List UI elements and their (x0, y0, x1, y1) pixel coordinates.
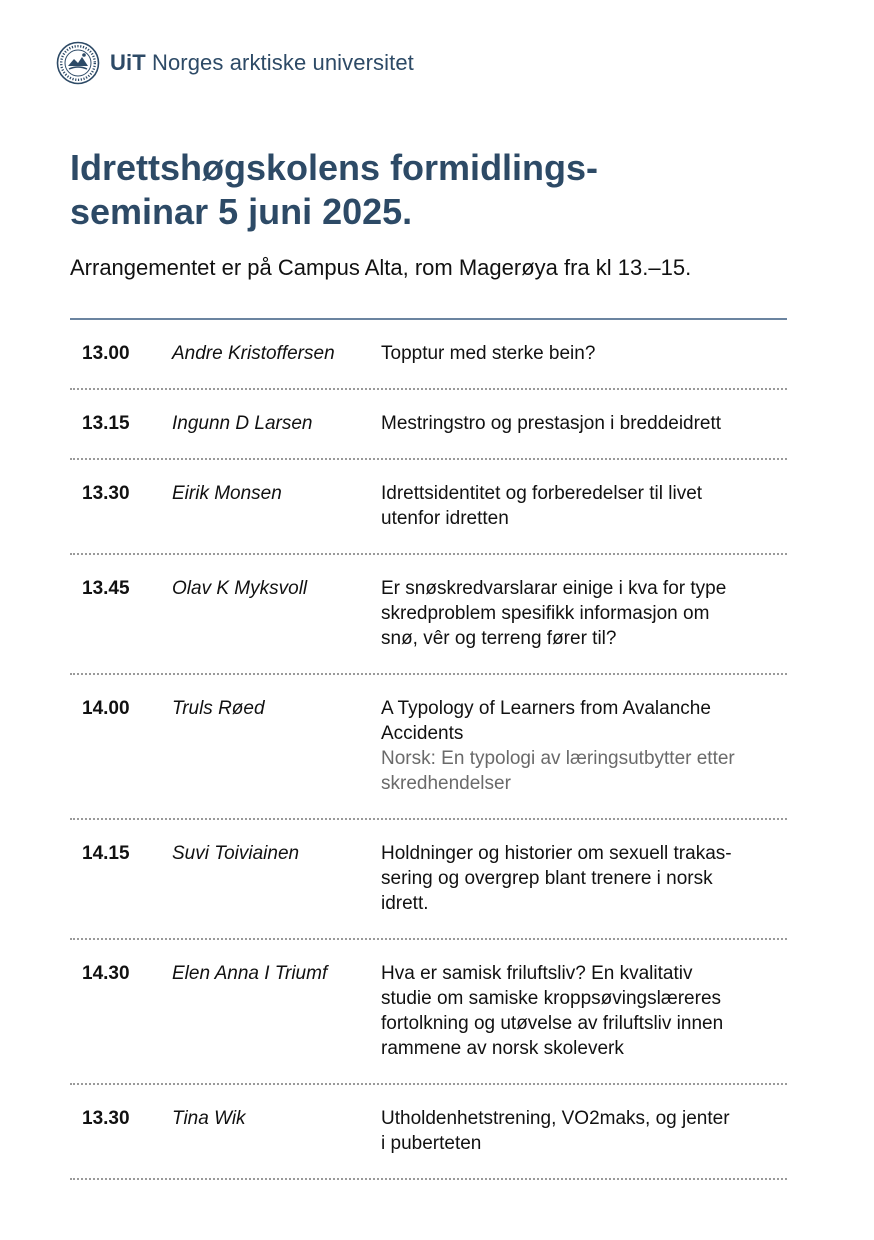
speaker-name: Tina Wik (172, 1108, 246, 1129)
talk-title (381, 696, 799, 796)
schedule-row (70, 555, 787, 675)
talk-title-line: idrett. (381, 893, 429, 914)
talk-title (381, 1106, 799, 1156)
speaker-name: Andre Kristoffersen (172, 343, 335, 364)
speaker-name: Truls Røed (172, 698, 265, 719)
talk-title-line: Er snøskredvarslarar einige i kva for type (381, 578, 727, 599)
talk-title-line: rammene av norsk skoleverk (381, 1038, 624, 1059)
talk-title-line: skredproblem spesifikk informasjon om (381, 603, 710, 624)
schedule-row (70, 320, 787, 390)
talk-time: 14.15 (82, 843, 130, 864)
talk-time: 13.30 (82, 483, 130, 504)
schedule-row (70, 675, 787, 820)
talk-time: 14.30 (82, 963, 130, 984)
talk-title (381, 481, 799, 531)
talk-time: 14.00 (82, 698, 130, 719)
speaker-name: Suvi Toiviainen (172, 843, 300, 864)
talk-title-line: A Typology of Learners from Avalanche (381, 698, 711, 719)
talk-title-line: Utholdenhetstrening, VO2maks, og jenter (381, 1108, 730, 1129)
talk-title (381, 841, 799, 916)
page-title (70, 146, 810, 234)
talk-title-line: Mestringstro og prestasjon i breddeidrett (381, 413, 722, 434)
title-line: Idrettshøgskolens formidlings- (70, 147, 599, 188)
schedule-row (70, 1085, 787, 1180)
talk-time: 13.00 (82, 343, 130, 364)
talk-title-line: Idrettsidentitet og forberedelser til livet (381, 483, 703, 504)
schedule-row (70, 390, 787, 460)
talk-translation-line: Norsk: En typologi av læringsutbytter etter (381, 748, 735, 769)
talk-translation-line: skredhendelser (381, 773, 511, 794)
talk-title-line: snø, vêr og terreng fører til? (381, 628, 617, 649)
event-location-info: Arrangementet er på Campus Alta, rom Magerøya fra kl 13.–15. (70, 255, 692, 280)
speaker-name: Olav K Myksvoll (172, 578, 308, 599)
logo-university-name: Norges arktiske universitet (151, 50, 414, 75)
header (56, 40, 414, 86)
schedule-table (70, 318, 787, 1180)
talk-title-line: studie om samiske kroppsøvingslæreres (381, 988, 722, 1009)
schedule-row (70, 940, 787, 1085)
talk-time: 13.45 (82, 578, 130, 599)
talk-time: 13.30 (82, 1108, 130, 1129)
talk-title (381, 411, 799, 436)
talk-title-line: Hva er samisk friluftsliv? En kvalitativ (381, 963, 693, 984)
schedule-row (70, 460, 787, 555)
talk-title-line: utenfor idretten (381, 508, 509, 529)
talk-time: 13.15 (82, 413, 130, 434)
talk-title-line: fortolkning og utøvelse av friluftsliv innen (381, 1013, 724, 1034)
speaker-name: Eirik Monsen (172, 483, 282, 504)
talk-title (381, 576, 799, 651)
logo-abbreviation: UiT (110, 50, 146, 75)
schedule-row (70, 820, 787, 940)
talk-title-line: i puberteten (381, 1133, 482, 1154)
speaker-name: Elen Anna I Triumf (172, 963, 328, 984)
university-logotype (110, 50, 414, 76)
speaker-name: Ingunn D Larsen (172, 413, 313, 434)
title-line: seminar 5 juni 2025. (70, 191, 413, 232)
talk-title (381, 341, 799, 366)
talk-title-line: Topptur med sterke bein? (381, 343, 596, 364)
uit-seal-logo (56, 41, 100, 85)
talk-title (381, 961, 799, 1061)
talk-title-line: Accidents (381, 723, 464, 744)
talk-title-line: sering og overgrep blant trenere i norsk (381, 868, 713, 889)
talk-title-line: Holdninger og historier om sexuell trakas- (381, 843, 732, 864)
